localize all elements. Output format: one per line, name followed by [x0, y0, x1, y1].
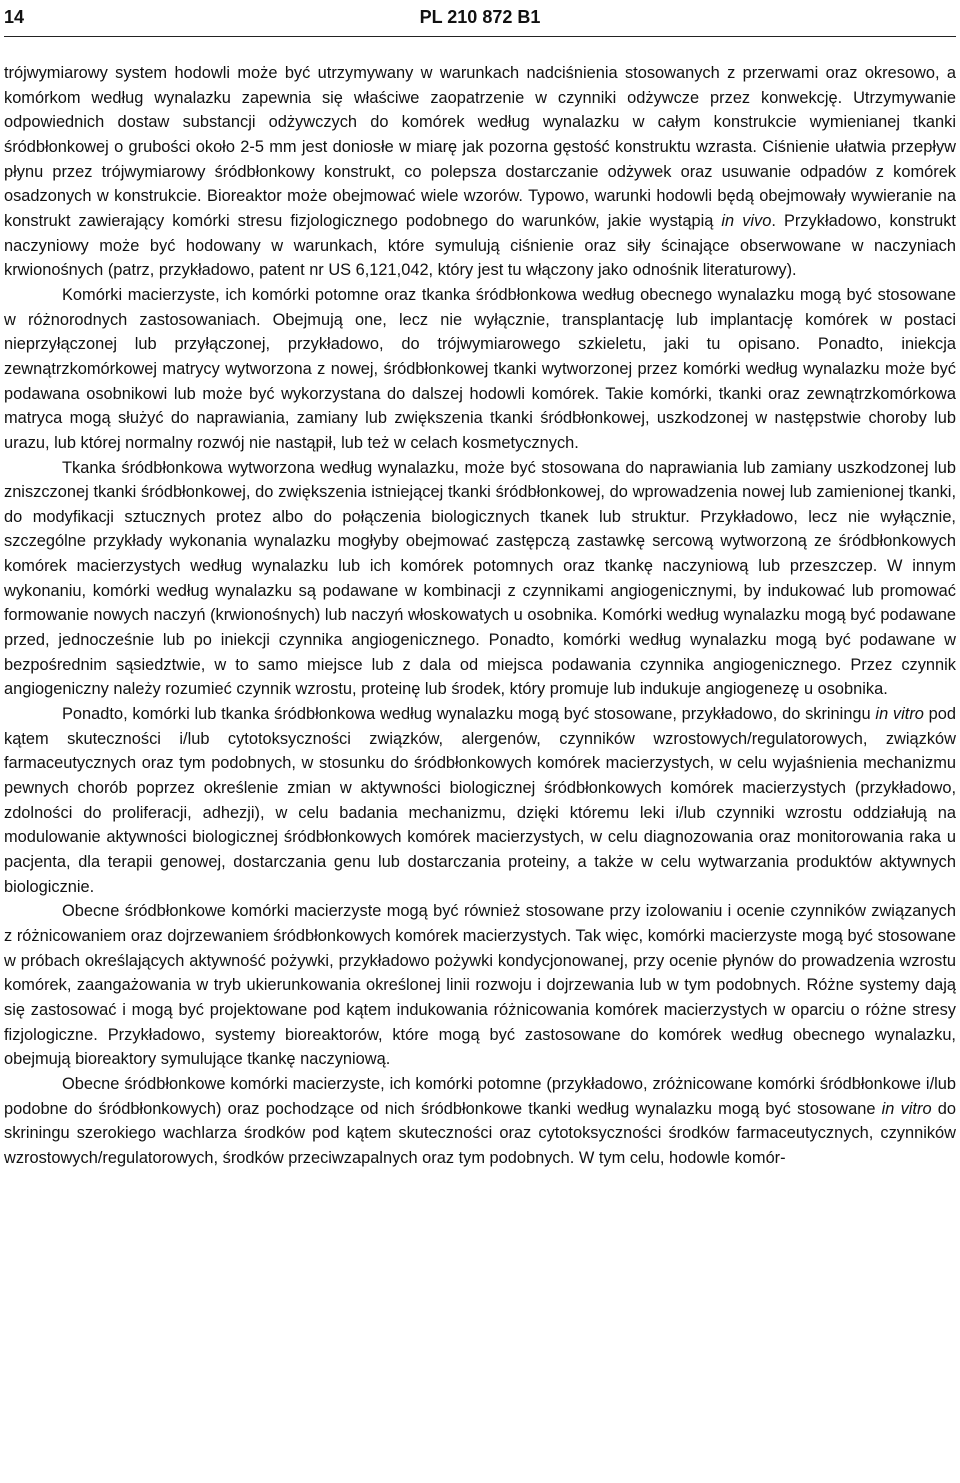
- paragraph-1-italic: in vivo: [721, 211, 772, 230]
- header-divider: [4, 36, 956, 37]
- paragraph-6: [4, 1072, 956, 1171]
- paragraph-4-italic: in vitro: [875, 705, 924, 724]
- paragraph-4: [4, 702, 956, 899]
- document-number: PL 210 872 B1: [419, 7, 541, 27]
- paragraph-3: Tkanka śródbłonkowa wytworzona według wynalazku, może być stosowana do naprawiania lub zamiany uszkodzonej lub zniszczonej tkanki śródbłonkowej, do zwiększenia istniejącej tkanki śródbłonkowej, do wprowadzenia nowej lub zamienionej tkanki, do modyfikacji sztucznych protez albo do połączenia biologicznych tkanek lub struktur. Przykładowo, lecz nie wyłącznie, szczególne przykłady wykonania wynalazku mogłyby obejmować zastępczą zastawkę sercową wytworzoną ze śródbłonkowych komórek macierzystych według wynalazku lub ich komórek potomnych oraz tkankę naczyniową lub przeszczep. W innym wykonaniu, komórki według wynalazku są podawane w kombinacji z czynnikami angiogenicznymi, by indukować lub promować formowanie nowych naczyń (krwionośnych) lub naczyń włoskowatych u osobnika. Komórki według wynalazku mogą być podawane przed, jednocześnie lub po iniekcji czynnika angiogenicznego. Ponadto, komórki według wynalazku mogą być podawane w bezpośrednim sąsiedztwie, w to samo miejsce lub z dala od miejsca podawania czynnika angiogenicznego. Przez czynnik angiogeniczny należy rozumieć czynnik wzrostu, proteinę lub środek, który promuje lub indukuje angiogenezę u osobnika.: [4, 458, 956, 699]
- paragraph-2: Komórki macierzyste, ich komórki potomne oraz tkanka śródbłonkowa według obecnego wynalazku mogą być stosowane w różnorodnych zastosowaniach. Obejmują one, lecz nie wyłącznie, transplantację lub implantację komórek w postaci nieprzyłączonej lub przyłączonej, przykładowo, do trójwymiarowego szkieletu, jaki tu opisano. Ponadto, iniekcja zewnątrzkomórkowej matrycy wytworzona z nowej, śródbłonkowej tkanki wytworzonej przez komórki według wynalazku może być podawana osobnikowi lub może być wykorzystana do dalszej hodowli komórek. Takie komórki, tkanki oraz zewnątrzkomórkowa matryca mogą służyć do naprawiania, zamiany lub zwiększenia tkanki śródbłonkowej, uszkodzonej w następstwie choroby lub urazu, lub której normalny rozwój nie nastąpił, lub też w celach kosmetycznych.: [4, 285, 956, 452]
- body-text: [4, 61, 956, 1171]
- paragraph-5: Obecne śródbłonkowe komórki macierzyste mogą być również stosowane przy izolowaniu i ocenie czynników związanych z różnicowaniem oraz dojrzewaniem śródbłonkowych komórek macierzystych. Tak więc, komórki macierzyste mogą być stosowane w próbach określających aktywność pożywki, przykładowo pożywki kondycjonowanej, przy ocenie płynów do prowadzenia wzrostu komórek, zaangażowania w tryb ukierunkowania określonej linii rozwoju i dojrzewania lub w tym podobnych. Różne systemy dają się zastosować i mogą być projektowane pod kątem indukowania różnicowania komórek macierzystych w oparciu o różne stresy fizjologiczne. Przykładowo, systemy bioreaktorów, które mogą być zastosowane do komórek według obecnego wynalazku, obejmują bioreaktory symulujące tkankę naczyniową.: [4, 902, 956, 1069]
- page-number: 14: [4, 7, 25, 27]
- paragraph-1: [4, 61, 956, 283]
- paragraph-6-text-a: Obecne śródbłonkowe komórki macierzyste, ich komórki potomne (przykładowo, zróżnicowane komórki śródbłonkowe i/lub podobne do śródbłonkowych) oraz pochodzące od nich śródbłonkowe tkanki według wynalazku mogą być stosowane: [4, 1074, 956, 1118]
- paragraph-4-text-b: pod kątem skuteczności i/lub cytotoksyczności związków, alergenów, czynników wzrostowych/regulatorowych, związków farmaceutycznych oraz tym podobnych, w stosunku do śródbłonkowych komórek macierzystych, w celu wyjaśnienia mechanizmu pewnych chorób poprzez określenie zmian w aktywności biologicznej śródbłonkowych komórek macierzystych (przykładowo, zdolności do proliferacji, adhezji), w celu badania mechanizmu, dzięki któremu leki i/lub czynniki wzrostu oddziałują na modulowanie aktywności biologicznej śródbłonkowych komórek macierzystych, w celu diagnozowania oraz monitorowania raka u pacjenta, dla terapii genowej, dostarczania genu lub dostarczania proteiny, a także w celu wytwarzania produktów aktywnych biologicznie.: [4, 705, 957, 896]
- paragraph-1-text-a: trójwymiarowy system hodowli może być utrzymywany w warunkach nadciśnienia stosowanych z przerwami oraz okresowo, a komórkom według wynalazku zapewnia się właściwe zaopatrzenie w czynniki odżywcze przez konwekcję. Utrzymywanie odpowiednich dostaw substancji odżywczych do komórek według wynalazku w całym konstrukcie wymienianej tkanki śródbłonkowej o grubości około 2-5 mm jest doniosłe w miarę jak pozorna gęstość konstruktu wzrasta. Ciśnienie ułatwia przepływ płynu przez trójwymiarowy śródbłonkowy konstrukt, co polepsza dostarczanie odżywek oraz usuwanie odpadów z komórek osadzonych w konstrukcie. Bioreaktor może obejmować wiele wzorów. Typowo, warunki hodowli będą obejmowały wywieranie na konstrukt zawierający komórki stresu fizjologicznego podobnego do warunków, jakie wystąpią: [4, 64, 956, 230]
- page-header: [4, 3, 956, 31]
- paragraph-6-text-b: do skriningu szerokiego wachlarza środków pod kątem skuteczności oraz cytotoksyczności środków farmaceutycznych, czynników wzrostowych/regulatorowych, środków przeciwzapalnych oraz tym podobnych. W tym celu, hodowle komór-: [4, 1099, 956, 1167]
- paragraph-6-italic: in vitro: [881, 1099, 932, 1118]
- paragraph-4-text-a: Ponadto, komórki lub tkanka śródbłonkowa według wynalazku mogą być stosowane, przykładowo, do skriningu: [62, 705, 876, 724]
- paragraph-1-text-b: . Przykładowo, konstrukt naczyniowy może być hodowany w warunkach, które symulują ciśnienie oraz siły ścinające obserwowane w naczyniach krwionośnych (patrz, przykładowo, patent nr US 6,121,042, który jest tu włączony jako odnośnik literaturowy).: [4, 211, 956, 280]
